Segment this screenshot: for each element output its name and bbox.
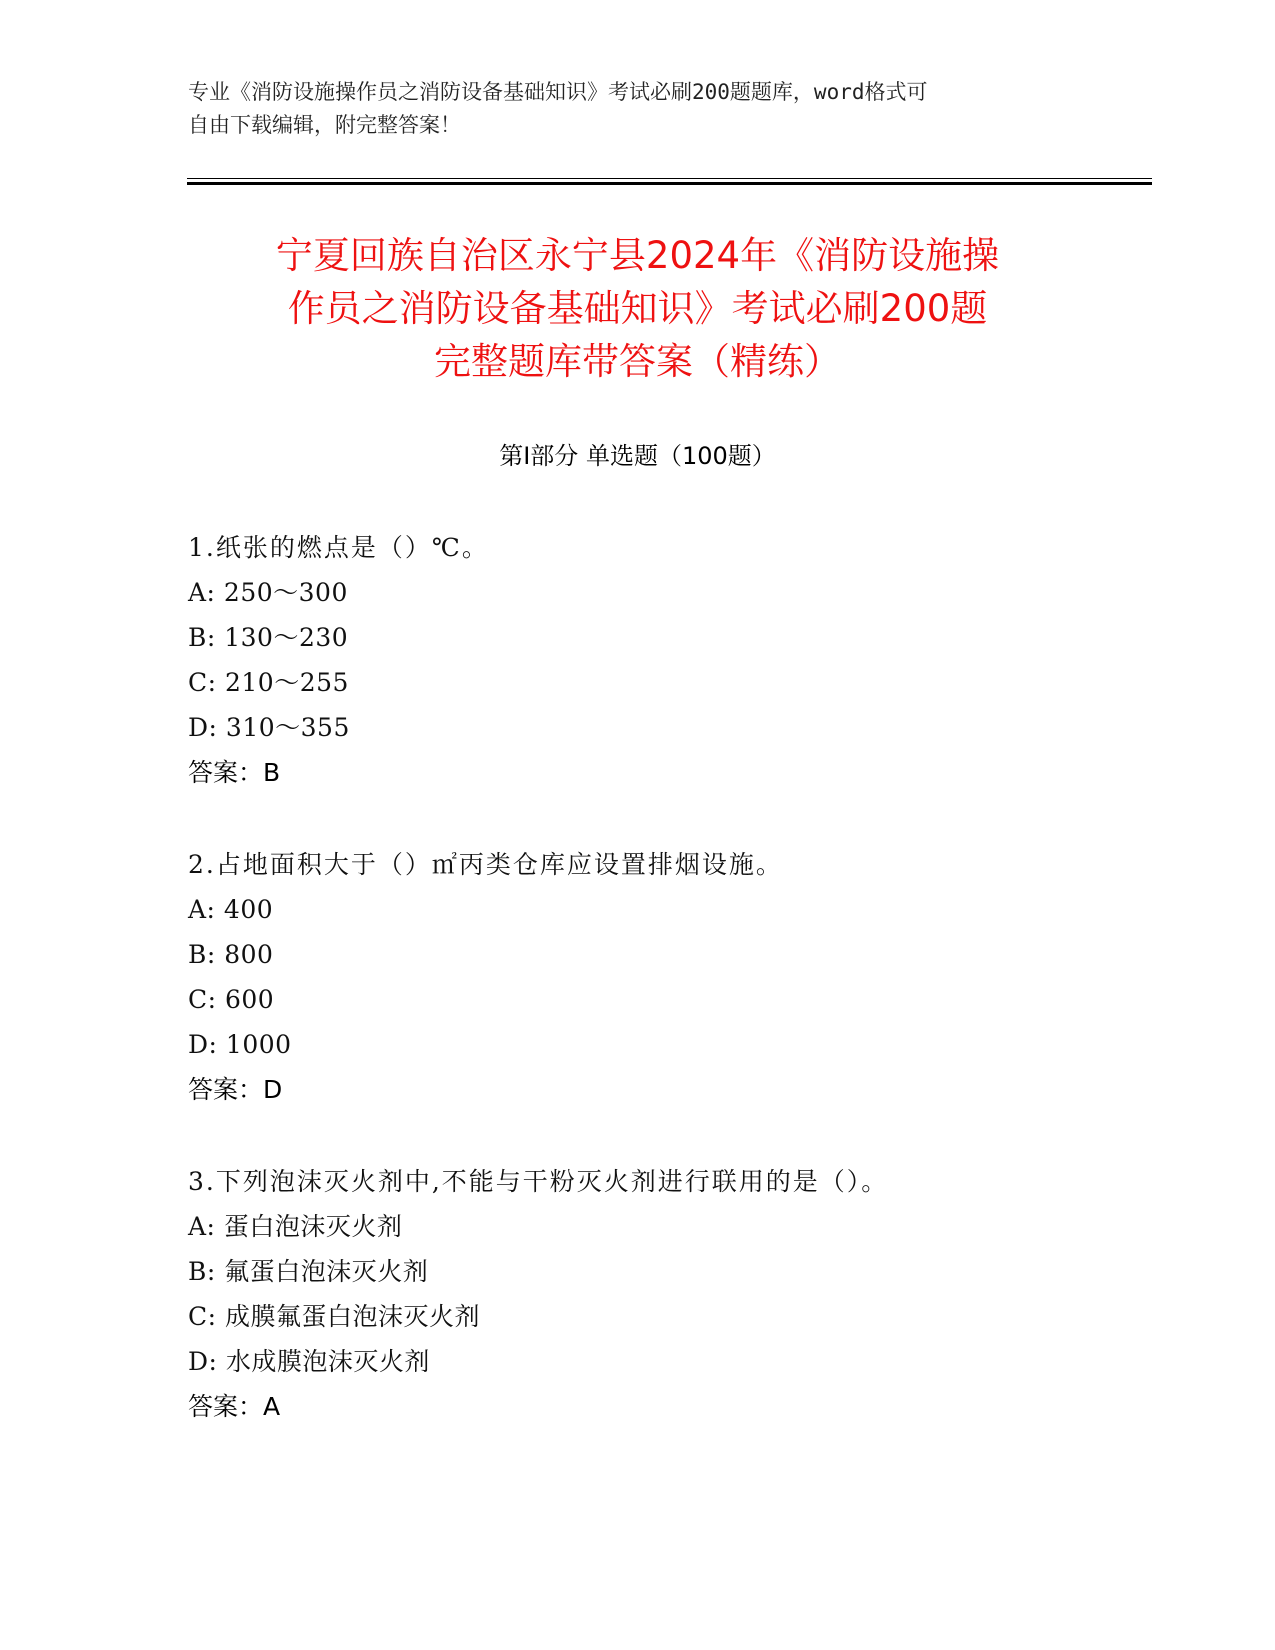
option-c: C: 600 xyxy=(188,985,275,1014)
option-d: D: 1000 xyxy=(188,1030,292,1059)
intro-text xyxy=(188,76,1088,142)
option-c: C: 成膜氟蛋白泡沫灭火剂 xyxy=(188,1302,480,1331)
title-line: 作员之消防设备基础知识》考试必刷200题 xyxy=(287,287,988,330)
answer-line: 答案：A xyxy=(188,1392,281,1421)
option-d: D: 水成膜泡沫灭火剂 xyxy=(188,1347,430,1376)
option-a: A: 250～300 xyxy=(188,578,348,607)
option-a: A: 400 xyxy=(188,895,274,924)
header-divider-thin xyxy=(187,178,1152,179)
intro-line: 自由下载编辑，附完整答案！ xyxy=(188,113,461,137)
question-list xyxy=(188,525,1138,1476)
option-d: D: 310～355 xyxy=(188,713,350,742)
option-a: A: 蛋白泡沫灭火剂 xyxy=(188,1212,403,1241)
option-b: B: 130～230 xyxy=(188,623,349,652)
intro-line: 专业《消防设施操作员之消防设备基础知识》考试必刷200题题库，word格式可 xyxy=(188,80,928,104)
question-1 xyxy=(188,525,1138,795)
question-3 xyxy=(188,1159,1138,1429)
option-c: C: 210～255 xyxy=(188,668,349,697)
question-stem: 2.占地面积大于（）㎡丙类仓库应设置排烟设施。 xyxy=(188,850,783,879)
option-b: B: 800 xyxy=(188,940,274,969)
document-title xyxy=(140,229,1135,388)
answer-line: 答案：B xyxy=(188,758,281,787)
title-line: 宁夏回族自治区永宁县2024年《消防设施操 xyxy=(275,234,1000,277)
question-2 xyxy=(188,842,1138,1112)
answer-line: 答案：D xyxy=(188,1075,283,1104)
question-stem: 1.纸张的燃点是（）℃。 xyxy=(188,533,489,562)
title-line: 完整题库带答案（精练） xyxy=(434,340,841,383)
question-stem: 3.下列泡沫灭火剂中,不能与干粉灭火剂进行联用的是（）。 xyxy=(188,1167,889,1196)
section-title: 第Ⅰ部分 单选题（100题） xyxy=(499,442,776,470)
option-b: B: 氟蛋白泡沫灭火剂 xyxy=(188,1257,429,1286)
header-divider-thick xyxy=(187,182,1152,185)
